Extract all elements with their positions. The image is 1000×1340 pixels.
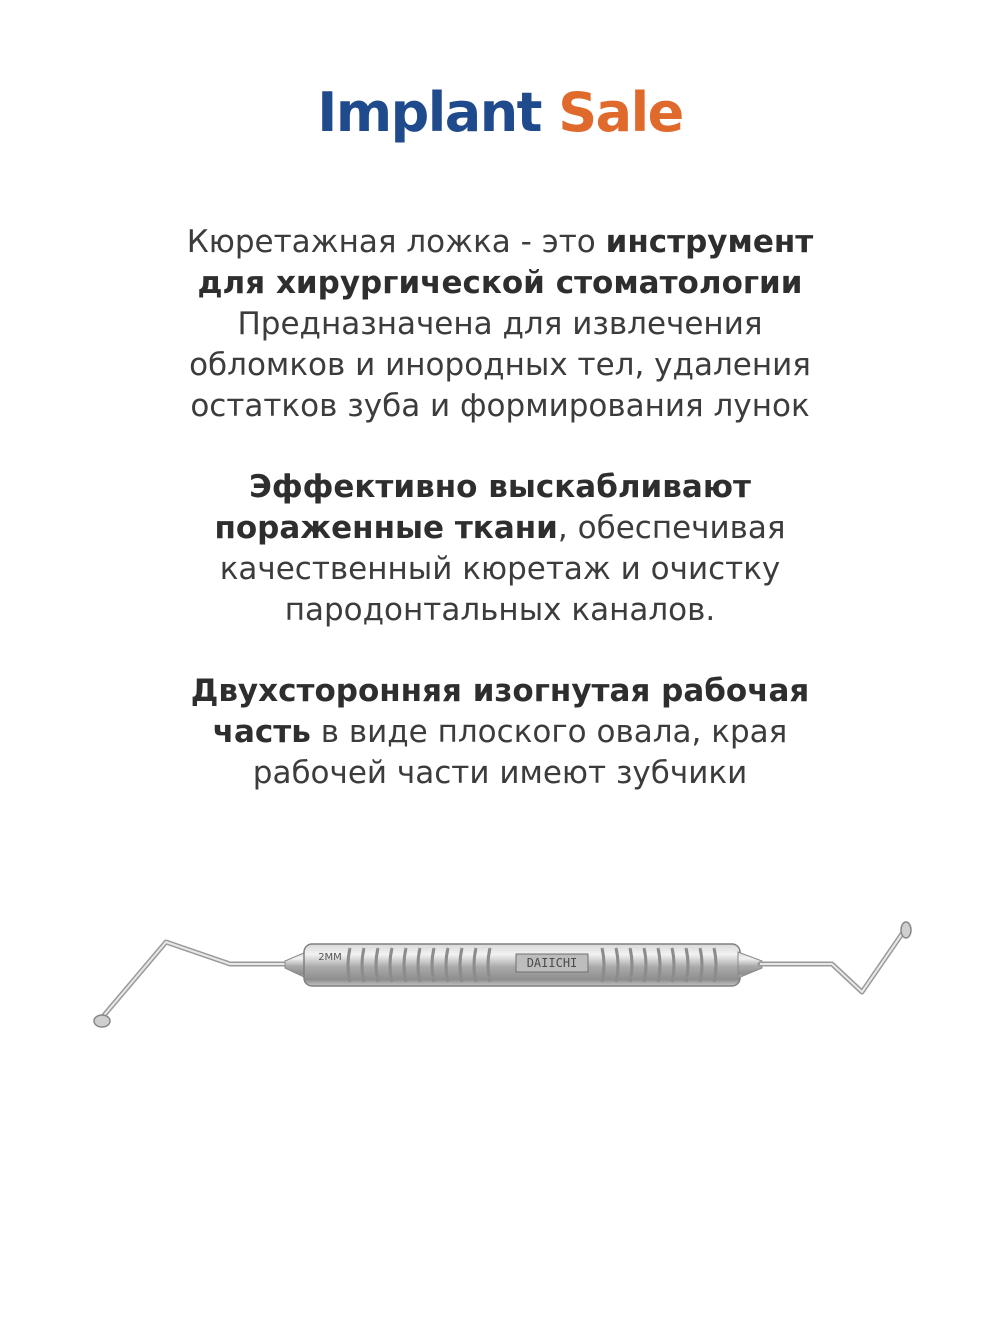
left-working-end — [100, 942, 288, 1020]
text-line: Двухсторонняя изогнутая рабочая — [190, 673, 810, 709]
brand-logo — [0, 78, 1000, 148]
text-line: пораженные ткани, обеспечивая — [214, 510, 786, 546]
description-block-1 — [0, 222, 1000, 427]
text-line: часть в виде плоского овала, края — [212, 714, 788, 750]
logo-word-implant: Implant — [317, 81, 541, 144]
text-line: рабочей части имеют зубчики — [252, 755, 748, 791]
text-line: Кюретажная ложка - это инструмент — [186, 224, 814, 260]
size-engraving: 2MM — [318, 952, 342, 963]
description-block-3 — [0, 671, 1000, 794]
left-curette-spoon — [94, 1015, 110, 1027]
description-block-2 — [0, 467, 1000, 631]
text-line: Эффективно выскабливают — [249, 469, 751, 505]
text-line: для хирургической стоматологии — [197, 265, 803, 301]
text-line: пародонтальных каналов. — [284, 592, 716, 628]
text-line: Предназначена для извлечения — [237, 306, 763, 342]
right-curette-spoon — [901, 922, 911, 938]
curette-instrument-image — [80, 900, 920, 1060]
logo-word-sale: Sale — [558, 81, 683, 144]
text-line: остатков зуба и формирования лунок — [190, 388, 810, 424]
brand-engraving: DAIICHI — [526, 956, 578, 970]
text-line: качественный кюретаж и очистку — [219, 551, 781, 587]
text-line: обломков и инородных тел, удаления — [189, 347, 811, 383]
